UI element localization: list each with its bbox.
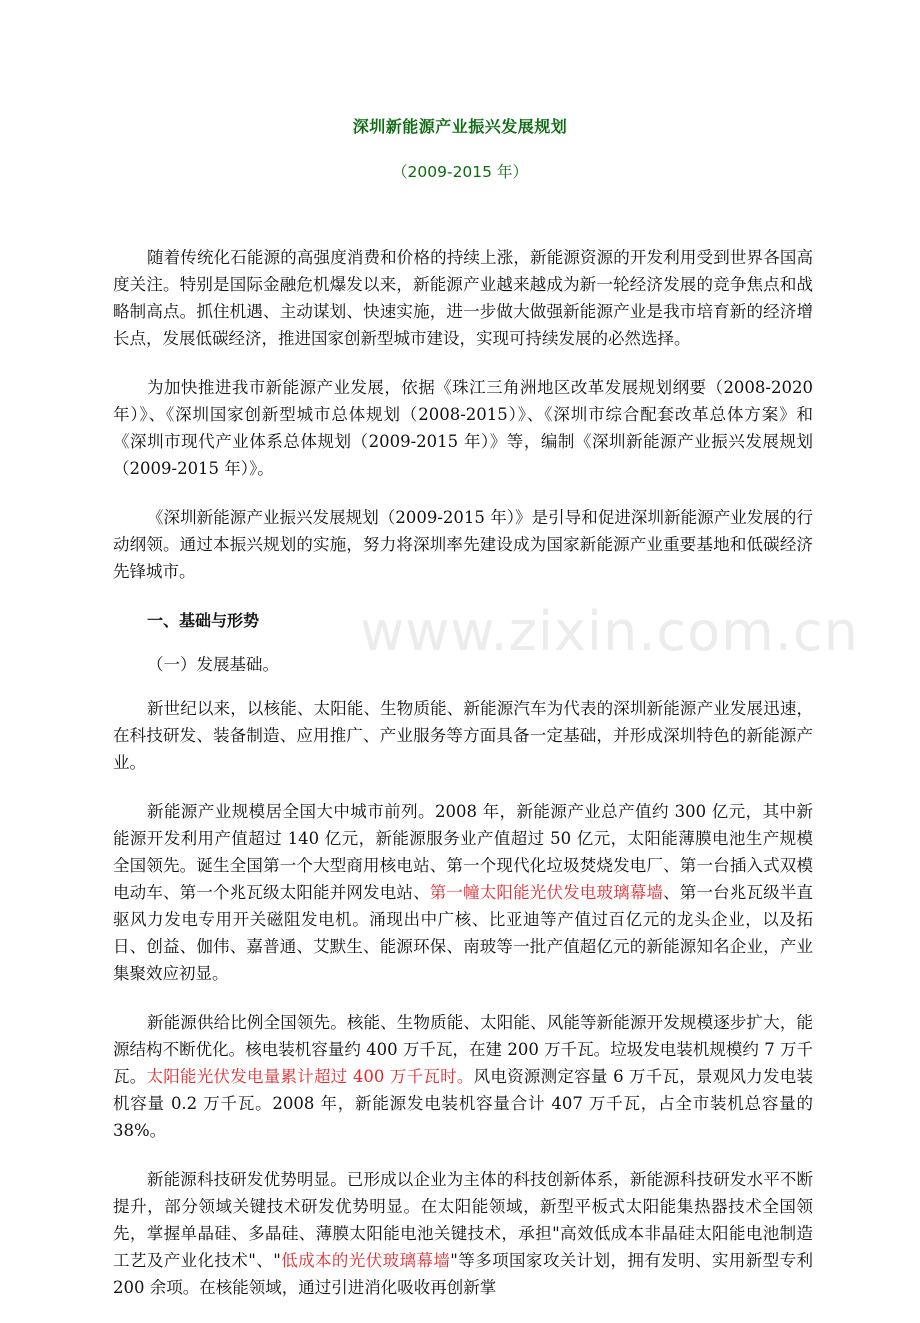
text-segment: 新能源科技研发优势明显。已形成以企业为主体的科技创新体系，新能源科技研发水平不断提升，部分领域关键技术研发优势明显。在太阳能领域，新型平板式太阳能集热器技术全国领先，掌握单晶硅、多晶硅、薄膜太阳能电池关键技术，承担"高效低成本非晶硅太阳能电池制造工艺及产业化技术"、" — [113, 1170, 813, 1270]
highlight-text: 太阳能光伏发电量累计超过 400 万千瓦时。 — [146, 1067, 474, 1086]
section-heading-foundation: 一、基础与形势 — [147, 611, 260, 630]
paragraph-basis: 为加快推进我市新能源产业发展，依据《珠江三角洲地区改革发展规划纲要（2008-2020 年）》、《深圳国家创新型城市总体规划（2008-2015）》、《深圳市综合配套改革总体方案》和《深圳市现代产业体系总体规划（2009-2015 年）》等，编制《深圳新能源产业振兴发展规划（2009-2015 年）》。 — [113, 378, 813, 478]
highlight-text: 第一幢太阳能光伏发电玻璃幕墙 — [429, 883, 664, 902]
paragraph-rd-advantage — [113, 1166, 813, 1301]
paragraph-guideline: 《深圳新能源产业振兴发展规划（2009-2015 年）》是引导和促进深圳新能源产业发展的行动纲领。通过本振兴规划的实施，努力将深圳率先建设成为国家新能源产业重要基地和低碳经济先锋城市。 — [113, 508, 813, 581]
paragraph-industry-scale — [113, 798, 813, 987]
paragraph-intro: 随着传统化石能源的高强度消费和价格的持续上涨，新能源资源的开发利用受到世界各国高度关注。特别是国际金融危机爆发以来，新能源产业越来越成为新一轮经济发展的竞争焦点和战略制高点。抓住机遇、主动谋划、快速实施，进一步做大做强新能源产业是我市培育新的经济增长点，发展低碳经济，推进国家创新型城市建设，实现可持续发展的必然选择。 — [113, 248, 813, 348]
text-segment: 新能源供给比例全国领先。核能、生物质能、太阳能、风能等新能源开发规模逐步扩大，能源结构不断优化。核电装机容量约 400 万千瓦，在建 200 万千瓦。垃圾发电装机规模约 7 万千瓦。 — [113, 1013, 813, 1086]
text-segment: 风电资源测定容量 6 万千瓦，景观风力发电装机容量 0.2 万千瓦。2008 年，新能源发电装机容量合计 407 万千瓦，占全市装机总容量的 38%。 — [113, 1067, 813, 1140]
paragraph-development: 新世纪以来，以核能、太阳能、生物质能、新能源汽车为代表的深圳新能源产业发展迅速，在科技研发、装备制造、应用推广、产业服务等方面具备一定基础，并形成深圳特色的新能源产业。 — [113, 699, 813, 772]
text-segment: "等多项国家攻关计划，拥有发明、实用新型专利 200 余项。在核能领域，通过引进消化吸收再创新掌 — [113, 1251, 813, 1297]
watermark: www.zixin.com.cn — [360, 600, 859, 663]
text-segment: 、第一台兆瓦级半直驱风力发电专用开关磁阻发电机。涌现出中广核、比亚迪等产值过百亿元的龙头企业，以及拓日、创益、伽伟、嘉普通、艾默生、能源环保、南玻等一批产值超亿元的新能源知名企业，产业集聚效应初显。 — [113, 883, 814, 983]
subsection-heading-development-basis: （一）发展基础。 — [147, 655, 279, 674]
paragraph-supply-ratio — [113, 1009, 813, 1144]
document-subtitle: （2009-2015 年） — [392, 163, 528, 181]
highlight-text: 低成本的光伏玻璃幕墙 — [280, 1251, 451, 1270]
text-segment: 新能源产业规模居全国大中城市前列。2008 年，新能源产业总产值约 300 亿元，其中新能源开发利用产值超过 140 亿元，新能源服务业产值超过 50 亿元，太阳能薄膜电池生产规模全国领先。诞生全国第一个大型商用核电站、第一个现代化垃圾焚烧发电厂、第一台插入式双模电动车、第一个兆瓦级太阳能并网发电站、 — [113, 802, 813, 902]
document-body — [113, 244, 813, 1323]
document-title: 深圳新能源产业振兴发展规划 — [352, 117, 568, 136]
